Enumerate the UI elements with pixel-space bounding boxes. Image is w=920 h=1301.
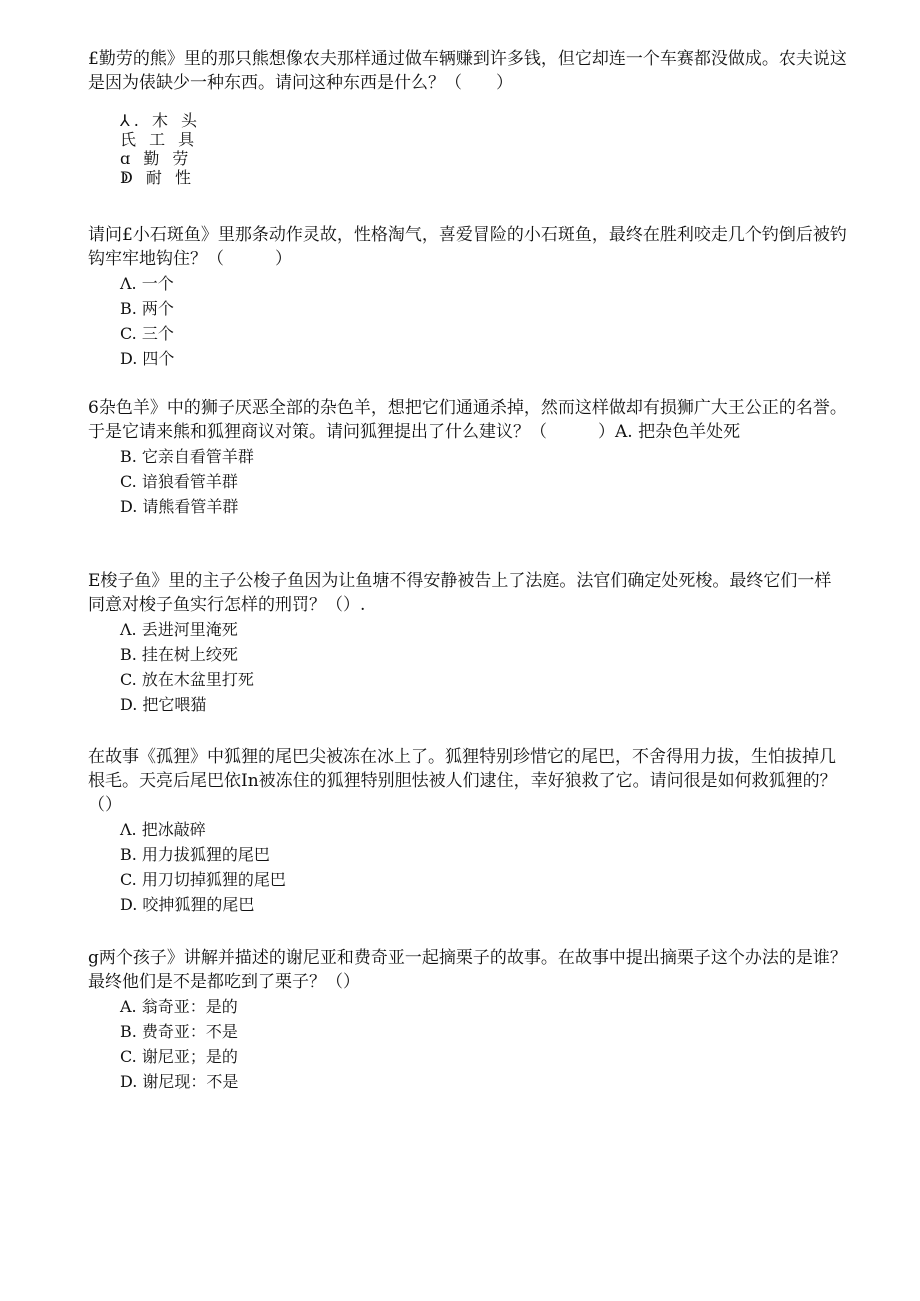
- question-6: [88, 946, 848, 1094]
- question-stem: E梭子鱼》里的主子公梭子鱼因为让鱼塘不得安静被告上了法庭。法官们确定处死梭。最终它们一样同意对梭子鱼实行怎样的刑罚？（）.: [88, 571, 832, 615]
- option-a: Λ. 把冰敲碎: [120, 820, 206, 839]
- question-stem: 6杂色羊》中的狮子厌恶全部的杂色羊，想把它们通通杀掉，然而这样做却有损狮广大王公正的名誉。于是它请来熊和狐狸商议对策。请问狐狸提出了什么建议？（ ）A. 把杂色羊处死: [88, 398, 847, 442]
- option-d: D. 把它喂猫: [120, 695, 207, 714]
- question-3: [88, 396, 848, 519]
- question-2: [88, 223, 848, 371]
- option-list: [88, 444, 848, 519]
- question-4: [88, 569, 848, 717]
- option-list: [88, 817, 848, 917]
- option-b: B. 费奇亚：不是: [120, 1022, 238, 1041]
- option-list: [88, 271, 848, 371]
- question-stem: 在故事《孤狸》中狐狸的尾巴尖被冻在冰上了。狐狸特别珍惜它的尾巴，不舍得用力拔，生怕拔掉几根毛。天亮后尾巴依In被冻住的狐狸特别胆怯被人们逮住，幸好狼救了它。请问很是如何救狐狸的？（）: [88, 747, 837, 815]
- option-b: B. 它亲自看管羊群: [120, 447, 254, 466]
- option-d: D. 请熊看管羊群: [120, 497, 239, 516]
- option-c: C. 放在木盆里打死: [120, 670, 254, 689]
- option-a: Λ. 一个: [120, 274, 174, 293]
- option-c: C. 用刀切掉狐狸的尾巴: [120, 870, 286, 889]
- option-a: ⅄. 木 头: [120, 111, 202, 130]
- option-c: C. 谢尼亚；是的: [120, 1047, 238, 1066]
- question-stem: 请问£小石斑鱼》里那条动作灵故，性格淘气，喜爱冒险的小石斑鱼，最终在胜利咬走几个钓倒后被钓钩牢牢地钩住？（ ）: [88, 225, 847, 269]
- question-1: [88, 47, 848, 187]
- option-c: C. 谙狼看管羊群: [120, 472, 238, 491]
- option-b: B. 用力拔狐狸的尾巴: [120, 845, 270, 864]
- option-list: [88, 994, 848, 1094]
- option-d: D. 谢尼现：不是: [120, 1072, 239, 1091]
- option-d: D. 咬抻狐狸的尾巴: [120, 895, 255, 914]
- option-b: B. 挂在树上绞死: [120, 645, 238, 664]
- option-d: ↁ 耐 性: [120, 168, 196, 187]
- question-stem: g两个孩子》讲解并描述的谢尼亚和费奇亚一起摘栗子的故事。在故事中提出摘栗子这个办法的是谁？最终他们是不是都吃到了栗子？（）: [88, 948, 847, 992]
- option-c: C. 三个: [120, 324, 174, 343]
- question-5: [88, 745, 848, 917]
- option-a: A. 翁奇亚：是的: [120, 997, 238, 1016]
- question-stem: £勤劳的熊》里的那只熊想像农夫那样通过做车辆赚到许多钱，但它却连一个车赛都没做成。农夫说这是因为俵缺少一种东西。请问这种东西是什么？（ ）: [88, 49, 847, 93]
- option-c: ɑ 勤 劳: [120, 149, 193, 168]
- option-b: B. 两个: [120, 299, 174, 318]
- option-d: D. 四个: [120, 349, 175, 368]
- option-list: [88, 617, 848, 717]
- option-list: [88, 111, 848, 187]
- option-a: Λ. 丢进河里淹死: [120, 620, 238, 639]
- option-b: 氏 工 具: [120, 130, 199, 149]
